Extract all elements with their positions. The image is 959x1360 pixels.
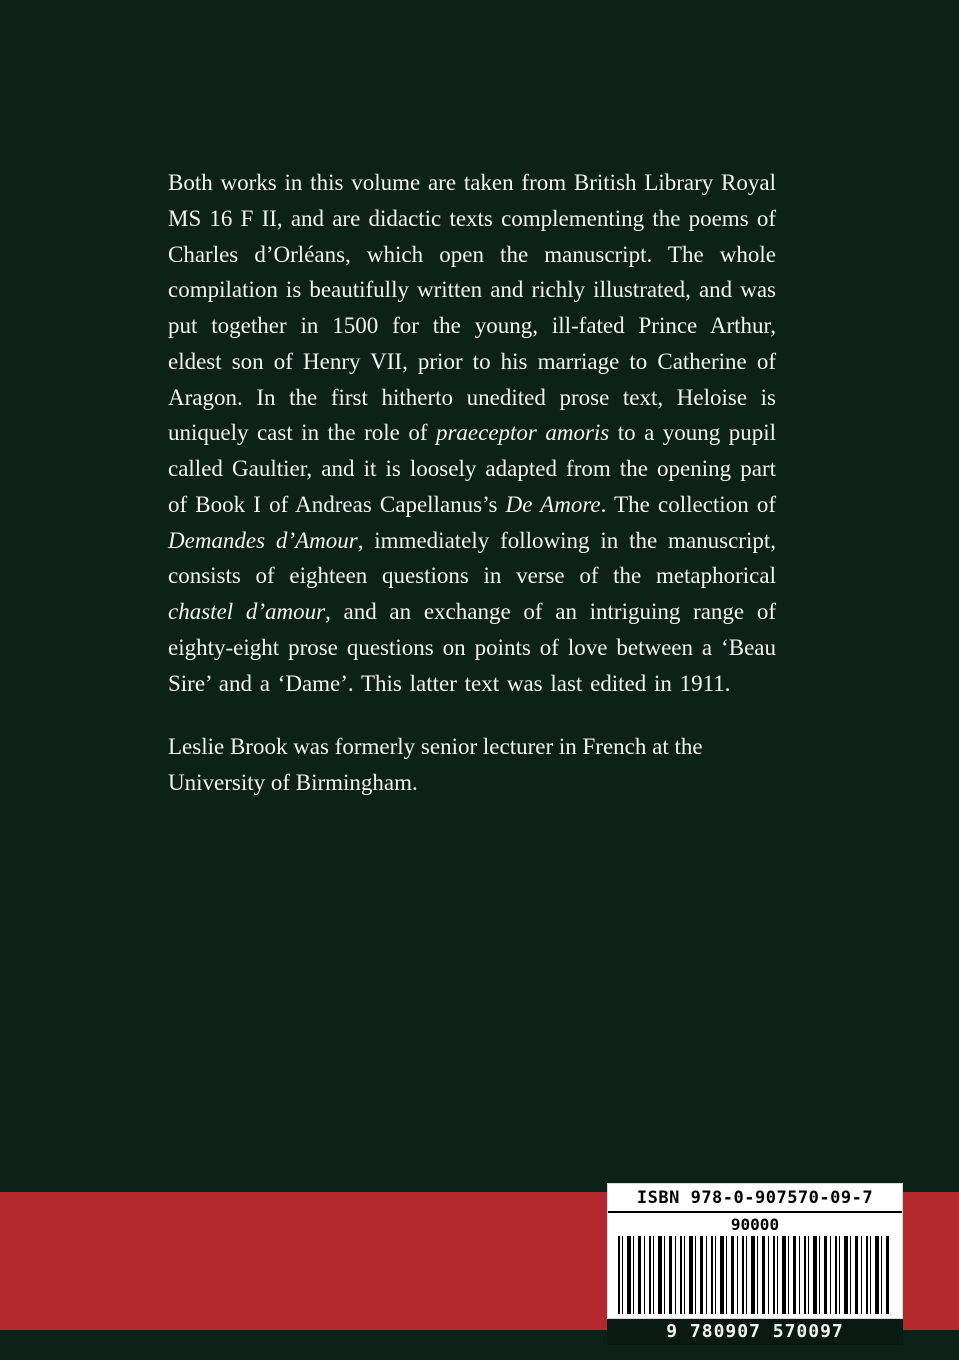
barcode-block xyxy=(607,1183,903,1345)
isbn-label: ISBN 978-0-907570-09-7 xyxy=(608,1184,902,1213)
ean-digits: 9 780907 570097 xyxy=(607,1319,903,1345)
cover-text-block xyxy=(168,165,776,801)
blurb-segment: , immediately following in the manuscript, consists of eighteen questions in verse of the metaphorical xyxy=(168,527,777,589)
blurb-segment: Both works in this volume are taken from British Library Royal MS 16 F II, and are didactic texts complementing the poems of Charles d’Orléans, which open the manuscript. The whole compilation is beautifully written and richly illustrated, and was put together in 1500 for the young, ill-fated Prince Arthur, eldest son of Henry VII, prior to his marriage to Catherine of Aragon. In the first hitherto unedited prose text, Heloise is uniquely cast in the role of xyxy=(168,170,776,446)
blurb-segment: De Amore xyxy=(505,491,601,517)
blurb-segment: Demandes d’Amour xyxy=(168,527,358,553)
price-code: 90000 xyxy=(730,1215,780,1234)
blurb-segment: praeceptor amoris xyxy=(435,420,610,446)
blurb-segment: chastel d’amour xyxy=(168,599,326,624)
barcode-box xyxy=(607,1183,903,1319)
barcode-bars xyxy=(618,1236,892,1314)
blurb-segment: to a young pupil called Gaultier, and it is loosely adapted from the opening part of Book I of Andreas Capellanus’s xyxy=(168,420,776,517)
author-bio-paragraph: Leslie Brook was formerly senior lecturer in French at the University of Birmingham. xyxy=(168,734,703,795)
blurb-segment: . The collection of xyxy=(600,491,776,517)
blurb-paragraph xyxy=(168,165,776,701)
blurb-segment: , and an exchange of an intriguing range of eighty-eight prose questions on points of love between a ‘Beau Sire’ and a ‘Dame’. This latter text was last edited in 1911. xyxy=(168,599,776,696)
